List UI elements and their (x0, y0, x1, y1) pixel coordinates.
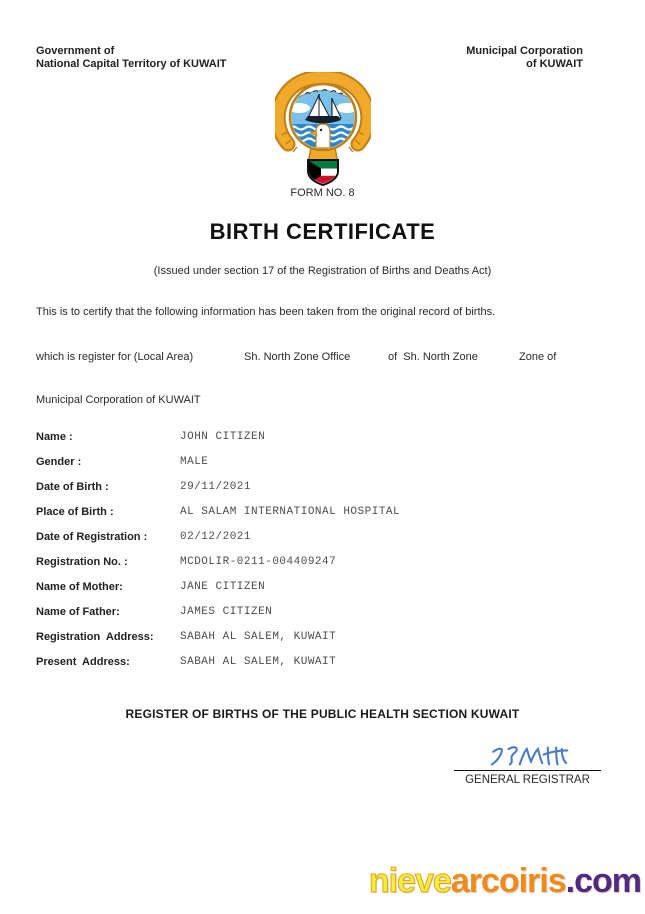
field-label: Registration Address: (36, 631, 154, 643)
field-value: JANE CITIZEN (180, 581, 266, 593)
kuwait-coat-of-arms-icon (275, 72, 371, 186)
general-registrar-label: GENERAL REGISTRAR (465, 774, 590, 786)
corporation-line: Municipal Corporation of KUWAIT (36, 394, 201, 406)
field-label: Date of Birth : (36, 481, 109, 493)
register-office: Sh. North Zone Office (244, 351, 351, 363)
field-row-name (36, 431, 609, 456)
fields-list (36, 431, 609, 681)
field-value: JAMES CITIZEN (180, 606, 273, 618)
field-label: Present Address: (36, 656, 130, 668)
field-row-date-of-registration (36, 531, 609, 556)
field-value: JOHN CITIZEN (180, 431, 266, 443)
field-value: SABAH AL SALEM, KUWAIT (180, 631, 337, 643)
field-label: Name of Mother: (36, 581, 123, 593)
title-subtitle: (Issued under section 17 of the Registration of Births and Deaths Act) (153, 265, 492, 277)
field-label: Registration No. : (36, 556, 128, 568)
field-value: 02/12/2021 (180, 531, 252, 543)
field-row-registration-address (36, 631, 609, 656)
header-municipal-line2: of KUWAIT (526, 58, 583, 70)
field-row-registration-no (36, 556, 609, 581)
field-label: Name : (36, 431, 73, 443)
field-row-name-of-father (36, 606, 609, 631)
field-label: Gender : (36, 456, 82, 468)
register-zone-of: Zone of (519, 351, 557, 363)
header-municipal-line1: Municipal Corporation (466, 45, 583, 57)
register-of-zone: of Sh. North Zone (388, 351, 478, 363)
header-municipal (466, 45, 583, 71)
watermark-part1: nieve (368, 862, 451, 900)
field-row-date-of-birth (36, 481, 609, 506)
field-row-name-of-mother (36, 581, 609, 606)
header-government-line1: Government of (36, 45, 115, 57)
signature-line (454, 770, 601, 771)
field-value: AL SALAM INTERNATIONAL HOSPITAL (180, 506, 401, 518)
field-label: Place of Birth : (36, 506, 114, 518)
register-line-text: which is register for (Local Area) (36, 351, 194, 363)
header-government-line2: National Capital Territory of KUWAIT (36, 58, 227, 70)
registrar-signature (489, 742, 573, 770)
register-of-births-title: REGISTER OF BIRTHS OF THE PUBLIC HEALTH SECTION KUWAIT (125, 707, 520, 721)
page-title: BIRTH CERTIFICATE (209, 219, 436, 244)
certify-statement: This is to certify that the following information has been taken from the original record of births. (36, 306, 496, 318)
field-row-present-address (36, 656, 609, 681)
watermark-part2: arcoiris (450, 862, 566, 900)
field-label: Name of Father: (36, 606, 120, 618)
field-label: Date of Registration : (36, 531, 148, 543)
header-government (36, 45, 226, 71)
field-value: MALE (180, 456, 209, 468)
watermark-nievearcoiris (369, 862, 641, 901)
watermark-part3: .com (565, 862, 641, 900)
field-value: 29/11/2021 (180, 481, 252, 493)
form-number: FORM NO. 8 (290, 187, 355, 199)
field-value: MCDOLIR-0211-004409247 (180, 556, 337, 568)
field-row-place-of-birth (36, 506, 609, 531)
register-line (0, 351, 645, 365)
field-row-gender (36, 456, 609, 481)
field-value: SABAH AL SALEM, KUWAIT (180, 656, 337, 668)
